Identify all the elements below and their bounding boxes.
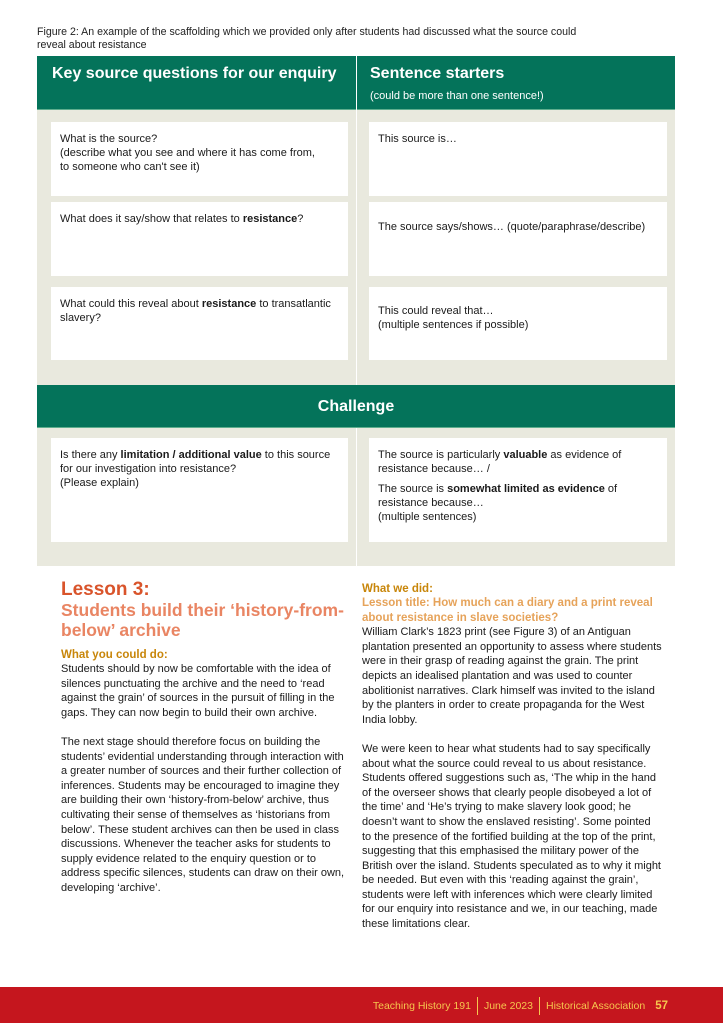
question-text: (describe what you see and where it has come from, [60, 147, 315, 159]
figure-caption: Figure 2: An example of the scaffolding which we provided only after students had discussed what the source could reveal about resistance [37, 26, 577, 51]
page-footer [0, 987, 723, 1023]
header-key-questions: Key source questions for our enquiry [37, 56, 356, 110]
table-spacer [37, 360, 675, 385]
footer-divider [539, 997, 540, 1015]
starter-text: (multiple sentences if possible) [378, 319, 529, 331]
question-bold-term: resistance [242, 213, 298, 225]
challenge-question-box [51, 438, 348, 542]
footer-publisher: Historical Association [545, 1000, 646, 1012]
did-paragraph: William Clark’s 1823 print (see Figure 3) of an Antiguan plantation presented an opportunity to assess where students were in their grasp of reading against the grain. The print depicts an idealised plantation and was used to counter abolitionist narratives. Clark himself was invited to the island by the planters in order to create propaganda for the West India lobby. [362, 626, 662, 726]
challenge-body [37, 428, 675, 566]
challenge-starter-note: (multiple sentences) [378, 511, 477, 523]
starters-column [357, 110, 675, 360]
question-text: What could this reveal about [60, 298, 202, 310]
footer-journal: Teaching History 191 [372, 1000, 471, 1012]
question-text: What does it say/show that relates to [60, 213, 243, 225]
spacer-right [357, 360, 675, 385]
sentence-starters-subtitle: (could be more than one sentence!) [370, 90, 544, 102]
did-paragraph: We were keen to hear what students had to say specifically about what the source could reveal to us about resistance. Students offered suggestions such as, ‘The whip in the hand of the overseer shows that clearly people disobeyed a lot of the time’ and ‘He’s trying to make slavery look good; he doesn’t want to show the enslaved resisting’. Some pointed to the presence of the fortified building at the top of the print, suggesting that this emphasised the military power of the British over the island. Students speculated as to why it might be needed. But even with this ‘reading against the grain’, students were left with inferences which were clearly limited for our enquiry into resistance and we, in our teaching, made these limitations clear. [362, 742, 661, 931]
challenge-starter-limited: The source is somewhat limited as evidence of resistance because… [378, 483, 618, 509]
challenge-header: Challenge [37, 385, 675, 428]
what-we-did-section [362, 582, 662, 932]
starter-box [369, 202, 667, 276]
footer-content [373, 997, 668, 1015]
starter-box [369, 287, 667, 361]
challenge-question-note: (Please explain) [60, 477, 139, 489]
table-header-row [37, 56, 675, 110]
starter-box [369, 122, 667, 196]
question-text: What is the source? [60, 133, 158, 145]
question-box [51, 122, 348, 196]
lesson-subtitle: Students build their ‘history-from-below’ archive [61, 600, 344, 640]
question-text: to someone who can't see it) [60, 161, 200, 173]
lesson-paragraph: The next stage should therefore focus on building the students’ evidential understanding through interaction with a greater number of sources and their further collection of inferences. Students may be encouraged to imagine they are building their own ‘history-from-below’ archive, thus cultivating their sense of themselves as ‘historians from below’. These student archives can then be used in class discussions. Whenever the teacher asks for students to supply evidence related to the enquiry question or to address specific silences, students can draw on their own, developing ‘archive’. [61, 735, 345, 894]
footer-date: June 2023 [483, 1000, 533, 1012]
what-we-did-heading: What we did: [362, 583, 433, 595]
scaffolding-table [37, 56, 675, 360]
lesson-3-section [61, 580, 351, 896]
question-bold-term: resistance [201, 298, 257, 310]
sentence-starters-title: Sentence starters [370, 65, 505, 82]
spacer-left [37, 360, 356, 385]
header-sentence-starters [357, 56, 675, 110]
footer-divider [477, 997, 478, 1015]
challenge-starter-box [369, 438, 667, 542]
question-box [51, 287, 348, 361]
question-text: to transatlantic slavery? [60, 298, 331, 324]
challenge-starter-valuable: The source is particularly valuable as evidence of resistance because… / [378, 449, 622, 475]
starter-text: This source is… [378, 133, 457, 145]
table-body [37, 110, 675, 360]
challenge-question-text: Is there any limitation / additional value to this source for our investigation into resistance? [60, 449, 331, 475]
challenge-starter-column [357, 428, 675, 566]
challenge-question-column [37, 428, 356, 566]
page-number: 57 [655, 1000, 668, 1012]
question-text: ? [297, 213, 304, 225]
starter-text: This could reveal that… [378, 305, 494, 317]
lesson-title-line: Lesson title: How much can a diary and a print reveal about resistance in slave societies? [362, 597, 653, 624]
lesson-paragraph: Students should by now be comfortable with the idea of silences punctuating the archive and the need to ‘read against the grain’ of sources in the pursuit of filling in the gaps. They can now begin to build their own archive. [61, 663, 335, 719]
question-box [51, 202, 348, 276]
questions-column [37, 110, 356, 360]
lesson-title: Lesson 3: [61, 579, 150, 600]
could-do-heading: What you could do: [61, 649, 168, 661]
starter-text: The source says/shows… (quote/paraphrase/describe) [378, 221, 646, 233]
